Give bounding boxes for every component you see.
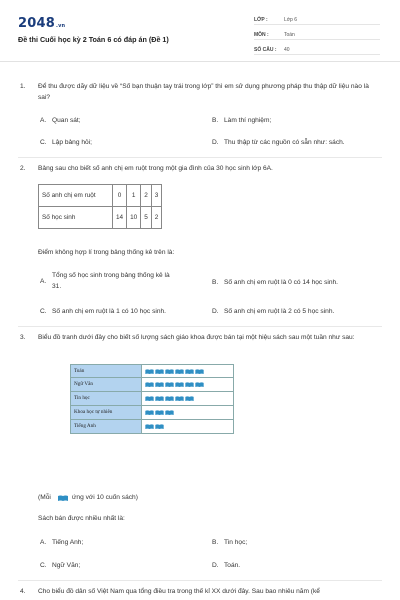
option-letter: B. <box>212 117 219 124</box>
option-letter: A. <box>40 539 47 546</box>
table-cell: Số học sinh <box>39 207 113 229</box>
question-number: 3. <box>20 334 26 341</box>
pictogram-label: Tiếng Anh <box>70 420 142 433</box>
data-table <box>38 184 162 229</box>
pictogram-row <box>70 420 234 434</box>
option-letter: D. <box>212 562 219 569</box>
book-icon <box>165 396 174 401</box>
book-icon <box>165 369 174 374</box>
table-cell: 0 <box>113 185 127 207</box>
meta-key: LỚP : <box>254 17 268 23</box>
pictogram-books <box>142 378 234 391</box>
meta-key: MÔN : <box>254 32 269 38</box>
question-text: Cho biểu đồ dân số Việt Nam qua tổng điều tra trong thế kỉ XX dưới đây. Sau bao nhiêu năm (kể <box>38 588 320 595</box>
divider <box>18 580 382 581</box>
pictogram-label: Toán <box>70 365 142 377</box>
book-icon <box>155 424 164 429</box>
question-number: 4. <box>20 588 26 595</box>
prompt-text: Sách bán được nhiều nhất là: <box>38 515 125 522</box>
pictogram-row <box>70 392 234 406</box>
option-letter: A. <box>40 278 47 285</box>
option-letter: C. <box>40 562 47 569</box>
pictogram-books <box>142 420 234 433</box>
book-icon <box>155 396 164 401</box>
option-letter: D. <box>212 139 219 146</box>
option-letter: B. <box>212 279 219 286</box>
book-icon <box>58 495 67 500</box>
option-letter: C. <box>40 308 47 315</box>
logo-text: 2048 <box>18 16 55 31</box>
table-row <box>39 185 162 207</box>
option-text: Số anh chị em ruột là 0 có 14 học sinh. <box>224 279 338 286</box>
question-4 <box>18 587 386 599</box>
pictogram-row <box>70 364 234 378</box>
question-text: Để thu được dãy dữ liệu về “Số bạn thuận tay trái trong lớp” thì em sử dụng phương pháp thu thập dữ liệu nào là sai? <box>38 83 369 101</box>
table-row <box>39 207 162 229</box>
pictogram-books <box>142 365 234 377</box>
table-cell: Số anh chị em ruột <box>39 185 113 207</box>
divider <box>18 157 382 158</box>
book-icon <box>165 382 174 387</box>
option-text: Lập bảng hỏi; <box>52 139 92 146</box>
pictogram-label: Khoa học tự nhiên <box>70 406 142 419</box>
option-text: Ngữ Văn; <box>52 562 81 569</box>
option-letter: C. <box>40 139 47 146</box>
pictogram-label: Ngữ Văn <box>70 378 142 391</box>
option-text: Tiếng Anh; <box>52 539 84 546</box>
option-letter: D. <box>212 308 219 315</box>
pictogram-chart <box>70 364 234 434</box>
book-icon <box>185 369 194 374</box>
table-cell: 14 <box>113 207 127 229</box>
option-text: Số anh chị em ruột là 2 có 5 học sinh. <box>224 308 335 315</box>
divider <box>18 326 382 327</box>
meta-key: SỐ CÂU : <box>254 47 277 53</box>
option-text: Quan sát; <box>52 117 81 124</box>
book-icon <box>175 382 184 387</box>
book-icon <box>145 396 154 401</box>
prompt-text: Điểm không hợp lí trong bảng thống kê trên là: <box>38 249 175 256</box>
meta-value: 40 <box>284 47 290 53</box>
option-text: Số anh chị em ruột là 1 có 10 học sinh. <box>52 308 166 315</box>
book-icon <box>185 382 194 387</box>
meta-value: Lớp 6 <box>284 17 298 23</box>
meta-class <box>254 14 380 25</box>
legend-text: (Mỗi <box>38 494 51 501</box>
book-icon <box>175 369 184 374</box>
book-icon <box>175 396 184 401</box>
option-text: Tin học; <box>224 539 248 546</box>
question-text: Biểu đồ tranh dưới đây cho biết số lượng sách giáo khoa được bán tại một hiệu sách sau một tuần như sau: <box>38 334 355 341</box>
option-text: Làm thí nghiệm; <box>224 117 272 124</box>
table-cell: 3 <box>151 185 162 207</box>
question-2 <box>18 164 386 176</box>
option-text: Toán. <box>224 562 241 569</box>
pictogram-row <box>70 378 234 392</box>
page-title: Đề thi Cuối học kỳ 2 Toán 6 có đáp án (Đề 1) <box>18 35 169 44</box>
question-number: 1. <box>20 83 26 90</box>
book-icon <box>155 382 164 387</box>
book-icon <box>145 382 154 387</box>
legend-text: ứng với 10 cuốn sách) <box>72 494 138 501</box>
book-icon <box>195 369 204 374</box>
option-letter: A. <box>40 117 47 124</box>
table-cell: 2 <box>141 185 152 207</box>
question-text: Bảng sau cho biết số anh chị em ruột trong một gia đình của 30 học sinh lớp 6A. <box>38 165 273 172</box>
pictogram-row <box>70 406 234 420</box>
book-icon <box>155 369 164 374</box>
book-icon <box>185 396 194 401</box>
meta-subject <box>254 29 380 40</box>
book-icon <box>165 410 174 415</box>
option-letter: B. <box>212 539 219 546</box>
book-icon <box>195 382 204 387</box>
book-icon <box>145 369 154 374</box>
pictogram-books <box>142 406 234 419</box>
option-text: Thu thập từ các nguồn có sẵn như: sách. <box>224 139 345 146</box>
site-logo[interactable] <box>18 16 65 31</box>
meta-count <box>254 44 380 55</box>
pictogram-books <box>142 392 234 405</box>
pictogram-label: Tin học <box>70 392 142 405</box>
table-cell: 1 <box>127 185 141 207</box>
option-text: 31. <box>52 283 62 290</box>
logo-suffix: .vn <box>55 23 66 29</box>
table-cell: 5 <box>141 207 152 229</box>
meta-value: Toán <box>284 32 295 38</box>
question-1 <box>18 82 386 106</box>
question-3 <box>18 333 386 357</box>
book-icon <box>155 410 164 415</box>
book-icon <box>145 424 154 429</box>
table-cell: 10 <box>127 207 141 229</box>
option-text: Tổng số học sinh trong bảng thống kê là <box>52 272 170 279</box>
page-header <box>0 0 400 62</box>
question-number: 2. <box>20 165 26 172</box>
book-icon <box>145 410 154 415</box>
table-cell: 2 <box>151 207 162 229</box>
